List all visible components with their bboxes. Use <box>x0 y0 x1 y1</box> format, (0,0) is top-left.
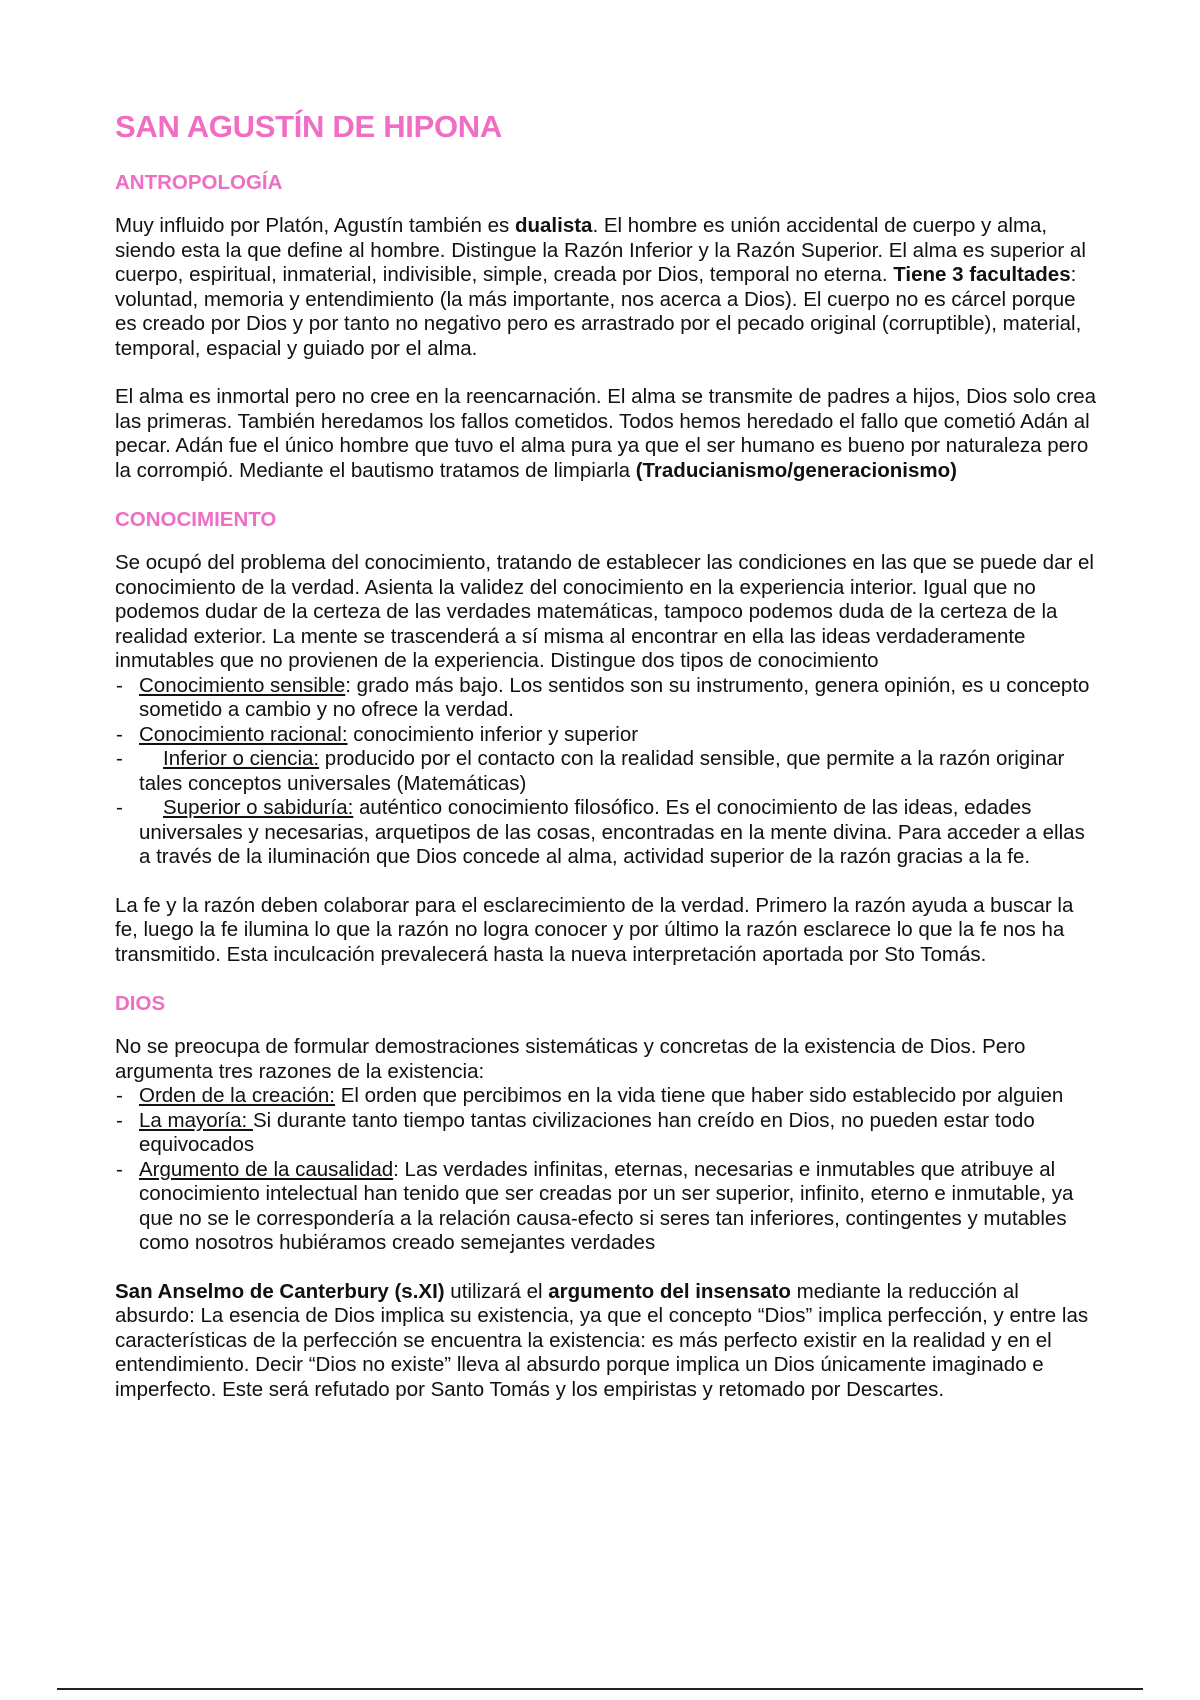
conocimiento-list <box>115 674 1100 870</box>
dios-list <box>115 1084 1100 1256</box>
list-item: - La mayoría: Si durante tanto tiempo tantas civilizaciones han creído en Dios, no pueden estar todo equivocados <box>115 1109 1100 1158</box>
document-page <box>115 108 1100 1426</box>
anselmo-paragraph: San Anselmo de Canterbury (s.XI) utilizará el argumento del insensato mediante la reducción al absurdo: La esencia de Dios implica su existencia, ya que el concepto “Dios” implica perfección, y entre las características de la perfección se encuentra la existencia: es más perfecto existir en la realidad y en el entendimiento. Decir “Dios no existe” lleva al absurdo porque implica un Dios únicamente imaginado e imperfecto. Este será refutado por Santo Tomás y los empiristas y retomado por Descartes. <box>115 1279 1089 1401</box>
section-heading-antropologia: ANTROPOLOGÍA <box>115 171 283 194</box>
list-item: - Orden de la creación: El orden que percibimos en la vida tiene que haber sido establecido por alguien <box>115 1084 1100 1109</box>
list-item: - Superior o sabiduría: auténtico conocimiento filosófico. Es el conocimiento de las ideas, edades universales y necesarias, arquetipos de las cosas, encontradas en la mente divina. Para acceder a ellas a través de la iluminación que Dios concede al alma, actividad superior de la razón gracias a la fe. <box>115 796 1100 870</box>
list-item: - Argumento de la causalidad: Las verdades infinitas, eternas, necesarias e inmutables que atribuye al conocimiento intelectual han tenido que ser creadas por un ser superior, infinito, eterno e inmutable, ya que no se le correspondería a la relación causa-efecto si seres tan inferiores, contingentes y mutables como nosotros hubiéramos creado semejantes verdades <box>115 1158 1100 1256</box>
antropologia-paragraph-2: El alma es inmortal pero no cree en la reencarnación. El alma se transmite de padres a hijos, Dios solo crea las primeras. También heredamos los fallos cometidos. Todos hemos heredado el fallo que cometió Adán al pecar. Adán fue el único hombre que tuvo el alma pura ya que el ser humano es bueno por naturaleza pero la corrompió. Mediante el bautismo tratamos de limpiarla (Traducianismo/generacionismo) <box>115 385 1097 482</box>
conocimiento-intro: Se ocupó del problema del conocimiento, tratando de establecer las condiciones en las que se puede dar el conocimiento de la verdad. Asienta la validez del conocimiento en la experiencia interior. Igual que no podemos dudar de la certeza de las verdades matemáticas, tampoco podemos duda de la certeza de la realidad exterior. La mente se trascenderá a sí misma al encontrar en ella las ideas verdaderamente inmutables que no provienen de la experiencia. Distingue dos tipos de conocimiento <box>115 551 1094 672</box>
list-item: - Inferior o ciencia: producido por el contacto con la realidad sensible, que permite a la razón originar tales conceptos universales (Matemáticas) <box>115 747 1100 796</box>
list-item: - Conocimiento sensible: grado más bajo. Los sentidos son su instrumento, genera opinión, es u concepto sometido a cambio y no ofrece la verdad. <box>115 674 1100 723</box>
dios-intro: No se preocupa de formular demostraciones sistemáticas y concretas de la existencia de Dios. Pero argumenta tres razones de la existencia: <box>115 1035 1026 1083</box>
conocimiento-closing: La fe y la razón deben colaborar para el esclarecimiento de la verdad. Primero la razón ayuda a buscar la fe, luego la fe ilumina lo que la razón no logra conocer y por último la razón esclarece lo que la fe nos ha transmitido. Esta inculcación prevalecerá hasta la nueva interpretación aportada por Sto Tomás. <box>115 893 1074 966</box>
footer-divider <box>57 1688 1143 1690</box>
section-heading-dios: DIOS <box>115 992 166 1015</box>
antropologia-paragraph-1: Muy influido por Platón, Agustín también es dualista. El hombre es unión accidental de cuerpo y alma, siendo esta la que define al hombre. Distingue la Razón Inferior y la Razón Superior. El alma es superior al cuerpo, espiritual, inmaterial, indivisible, simple, creada por Dios, temporal no eterna. Tiene 3 facultades: voluntad, memoria y entendimiento (la más importante, nos acerca a Dios). El cuerpo no es cárcel porque es creado por Dios y por tanto no negativo pero es arrastrado por el pecado original (corruptible), material, temporal, espacial y guiado por el alma. <box>115 214 1086 360</box>
document-title: SAN AGUSTÍN DE HIPONA <box>115 109 502 144</box>
list-item: - Conocimiento racional: conocimiento inferior y superior <box>115 723 1100 748</box>
section-heading-conocimiento: CONOCIMIENTO <box>115 508 277 531</box>
